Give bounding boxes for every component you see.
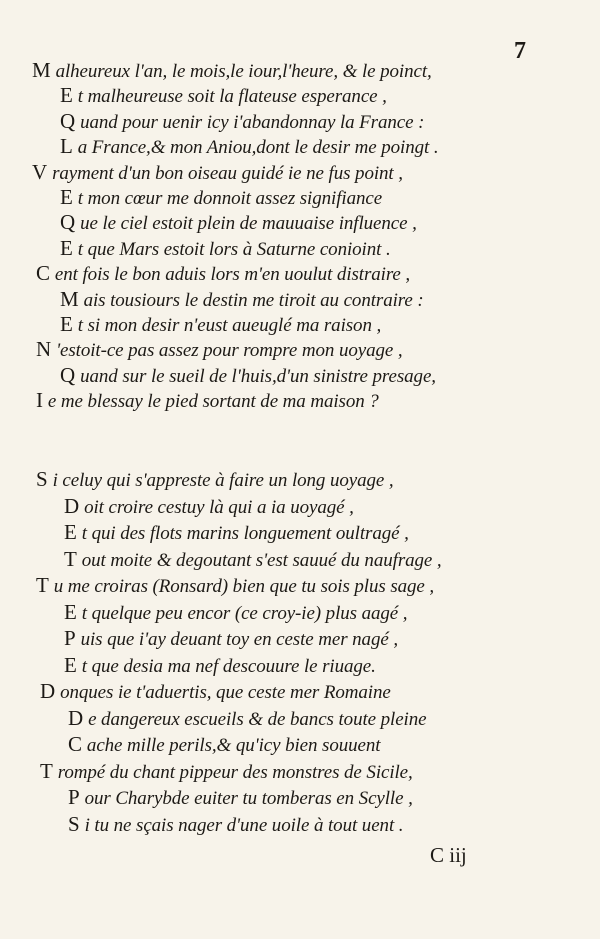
verse-line — [60, 83, 387, 109]
verse-line — [36, 388, 379, 414]
verse-line — [60, 185, 382, 211]
verse-initial: E — [64, 599, 77, 624]
verse-text: 'estoit-ce pas assez pour rompre mon uoyage , — [56, 340, 403, 362]
verse-line — [36, 337, 403, 363]
verse-initial: P — [64, 626, 76, 650]
verse-text: i celuy qui s'appreste à faire un long uoyage , — [52, 470, 394, 491]
verse-text: uand sur le sueil de l'huis,d'un sinistre presage, — [80, 365, 436, 387]
verse-initial: V — [32, 159, 48, 184]
verse-initial: M — [60, 286, 79, 311]
verse-text: ais tousiours le destin me tiroit au contraire : — [83, 289, 424, 311]
verse-line — [60, 363, 436, 389]
verse-line — [64, 626, 398, 652]
verse-text: u me croiras (Ronsard) bien que tu sois plus sage , — [53, 576, 435, 597]
verse-initial: Q — [60, 362, 76, 387]
verse-initial: D — [68, 705, 84, 730]
verse-initial: C — [68, 732, 82, 756]
verse-initial: D — [64, 493, 80, 518]
verse-line — [60, 287, 424, 313]
verse-text: uis que i'ay deuant toy en ceste mer nagé , — [80, 629, 398, 650]
verse-text: oit croire cestuy là qui a ia uoyagé , — [84, 496, 354, 518]
verse-initial: L — [60, 134, 73, 159]
verse-text: uand pour uenir icy i'abandonnay la France : — [80, 111, 425, 133]
verse-text: a France,& mon Aniou,dont le desir me poingt . — [77, 137, 439, 159]
verse-text: rayment d'un bon oiseau guidé ie ne fus point , — [52, 162, 403, 184]
verse-line — [64, 600, 407, 626]
verse-text: t qui des flots marins longuement oultragé , — [81, 523, 409, 544]
verse-text: rompé du chant pippeur des monstres de Sicile, — [57, 761, 413, 783]
verse-text: t si mon desir n'eust aueuglé ma raison , — [77, 315, 382, 336]
verse-line — [60, 210, 417, 236]
verse-line — [40, 759, 413, 785]
verse-line — [60, 134, 439, 160]
verse-initial: E — [64, 652, 77, 677]
verse-text: e dangereux escueils & de bancs toute pleine — [88, 708, 427, 730]
verse-line — [60, 312, 381, 338]
verse-text: t malheureuse soit la flateuse esperance , — [77, 86, 387, 108]
verse-text: t que desia ma nef descouure le riuage. — [81, 655, 376, 677]
verse-text: t que Mars estoit lors à Saturne conioint . — [77, 238, 391, 260]
verse-initial: I — [36, 388, 43, 413]
verse-line — [60, 236, 391, 262]
verse-initial: E — [60, 83, 73, 108]
verse-line — [68, 785, 413, 811]
verse-text: ue le ciel estoit plein de mauuaise influence , — [80, 213, 417, 235]
verse-initial: E — [64, 520, 77, 544]
verse-text: t quelque peu encor (ce croy-ie) plus aagé , — [81, 602, 408, 624]
verse-line — [32, 58, 432, 84]
verse-line — [64, 653, 376, 679]
signature-mark: C iij — [430, 843, 467, 867]
verse-text: out moite & degoutant s'est sauué du naufrage , — [81, 549, 442, 571]
verse-initial: S — [36, 467, 48, 491]
verse-text: t mon cœur me donnoit assez signifiance — [77, 188, 383, 209]
verse-text: ache mille perils,& qu'icy bien souuent — [86, 735, 381, 756]
verse-text: onques ie t'aduertis, que ceste mer Romaine — [60, 682, 391, 703]
verse-text: alheureux l'an, le mois,le iour,l'heure, & le poinct, — [55, 61, 432, 82]
verse-line — [36, 467, 394, 493]
verse-initial: E — [60, 235, 73, 260]
verse-initial: Q — [60, 108, 76, 133]
verse-text: ent fois le bon aduis lors m'en uoulut distraire , — [54, 264, 411, 286]
verse-initial: T — [36, 573, 49, 597]
verse-initial: P — [68, 785, 80, 809]
verse-initial: S — [68, 811, 80, 836]
verse-line — [40, 679, 391, 705]
verse-text: e me blessay le pied sortant de ma maison ? — [47, 391, 379, 413]
verse-line — [32, 160, 403, 186]
verse-line — [68, 706, 426, 732]
verse-line — [64, 494, 354, 520]
verse-line — [68, 732, 380, 758]
verse-initial: T — [64, 546, 77, 571]
page-number: 7 — [514, 38, 526, 64]
verse-initial: M — [32, 58, 51, 82]
verse-initial: E — [60, 185, 73, 209]
verse-text: i tu ne sçais nager d'une uoile à tout uent . — [84, 814, 404, 836]
verse-initial: C — [36, 261, 50, 286]
verse-initial: Q — [60, 210, 76, 235]
verse-line — [64, 547, 442, 573]
verse-line — [64, 520, 409, 546]
verse-line — [36, 573, 434, 599]
verse-initial: E — [60, 312, 73, 336]
verse-initial: T — [40, 758, 53, 783]
verse-line — [68, 812, 403, 838]
verse-initial: D — [40, 679, 56, 703]
verse-line — [36, 261, 410, 287]
verse-text: our Charybde euiter tu tomberas en Scylle , — [84, 788, 413, 809]
verse-line — [60, 109, 424, 135]
verse-initial: N — [36, 337, 52, 362]
